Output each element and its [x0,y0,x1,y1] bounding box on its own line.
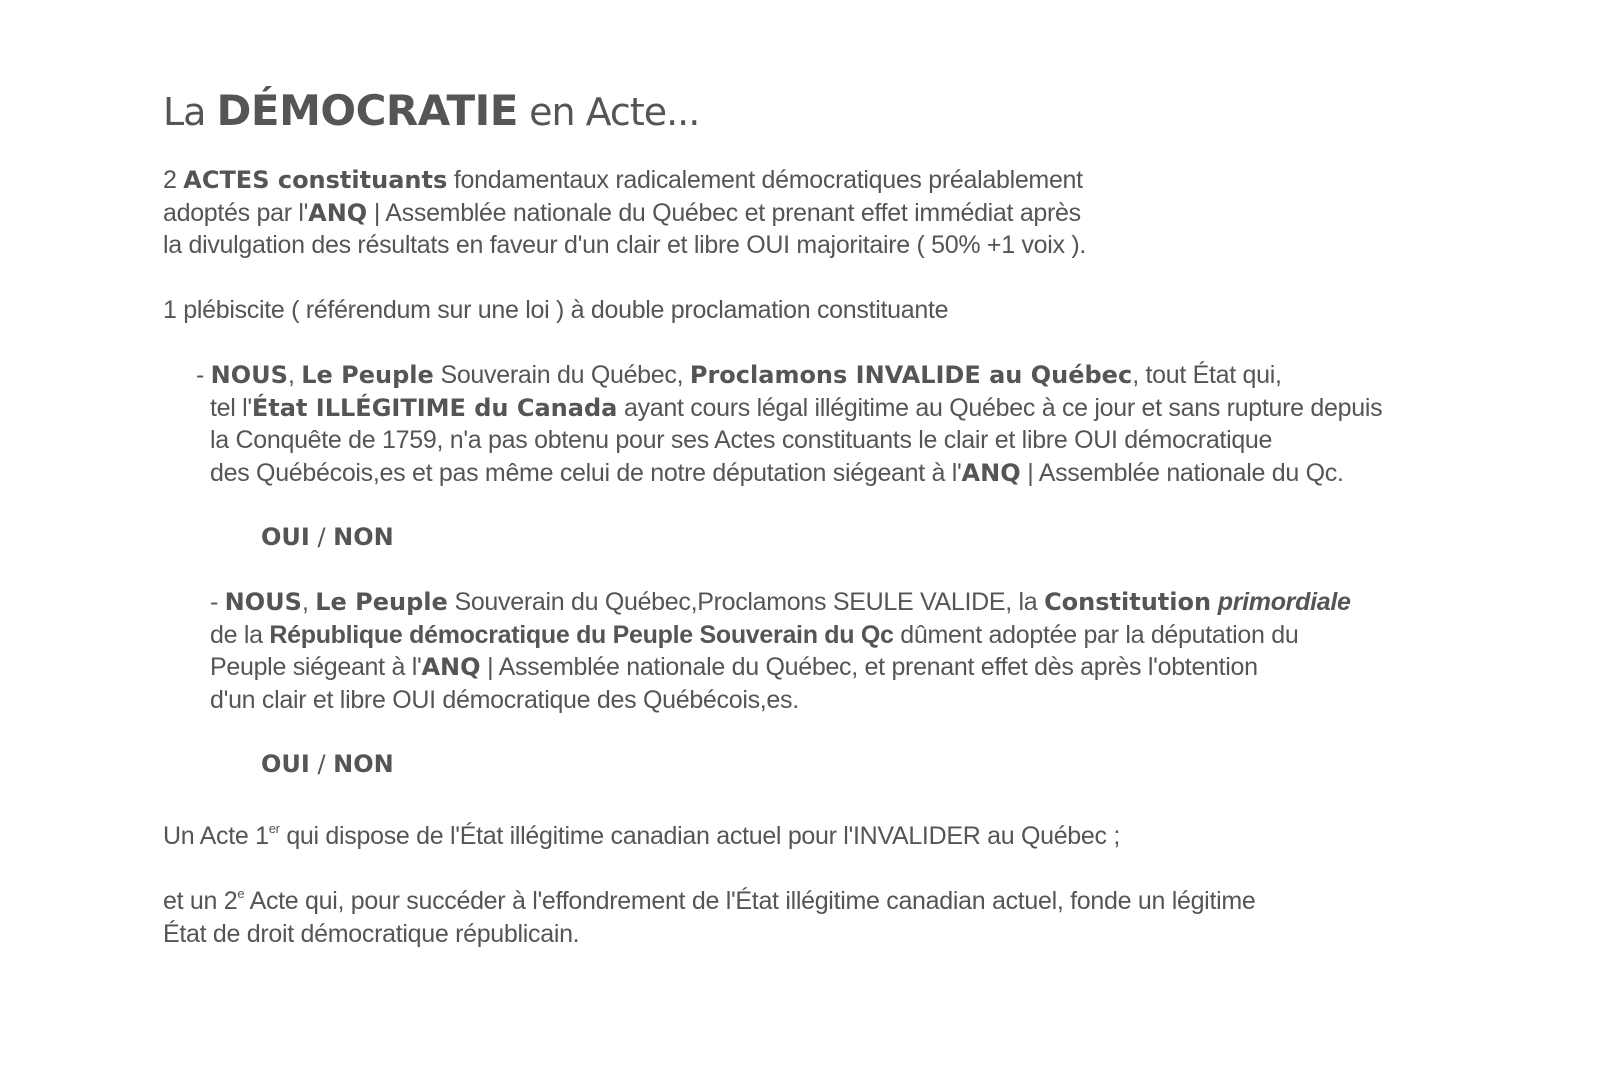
question-2 [210,586,1351,716]
text: et un 2 [163,887,238,915]
text: - [196,361,211,389]
text: / [309,750,334,778]
text: dûment adoptée par la députation du [893,620,1299,649]
bold-text: ANQ [308,198,368,227]
title-emphasis: DÉMOCRATIE [216,86,518,135]
text: tel l' [210,393,252,422]
text: la Conquête de 1759, n'a pas obtenu pour ses Actes constituants le clair et libre OUI démocratique [210,426,1273,454]
bold-text: Proclamons INVALIDE au Québec [689,361,1133,389]
text: , tout État qui, [1132,361,1282,389]
title-prefix: La [163,90,217,134]
question-1 [196,359,1382,489]
text: , [287,361,302,389]
bold-text: Constitution [1044,588,1212,616]
vote-non: NON [333,523,394,551]
bold-text: Le Peuple [301,361,434,389]
vote-options-1 [261,523,394,551]
text: | Assemblée nationale du Qc. [1020,458,1344,487]
vote-oui: OUI [261,523,310,551]
text: Acte qui, pour succéder à l'effondrement de l'État illégitime canadian actuel, fonde un légitime [244,887,1256,915]
superscript: e [237,886,245,901]
bold-text: NOUS [210,361,288,389]
acte-2-paragraph [163,878,1255,950]
bold-text: ANQ [421,653,481,681]
bold-text: ACTES constituants [183,166,448,194]
text: qui dispose de l'État illégitime canadian actuel pour l'INVALIDER au Québec ; [279,822,1121,850]
italic-text: primordiale [1217,588,1351,616]
text: Souverain du Québec, [433,361,690,389]
text [1211,588,1218,616]
bold-text: NOUS [224,588,302,616]
text: adoptés par l' [163,198,309,227]
text: des Québécois,es et pas même celui de notre députation siégeant à l' [210,458,962,487]
text: de la [210,620,270,649]
plebiscite-line [163,294,948,327]
text: , [301,588,316,616]
text: Souverain du Québec,Proclamons SEULE VALIDE, la [447,588,1045,616]
text: - [210,588,225,616]
text: la divulgation des résultats en faveur d'un clair et libre OUI majoritaire ( 50% +1 voix ). [163,231,1087,259]
title-suffix: en Acte... [517,90,700,134]
bold-text: Le Peuple [315,588,448,616]
text: / [309,523,334,551]
text: Un Acte 1 [163,822,269,850]
vote-non: NON [333,750,394,778]
vote-options-2 [261,750,394,778]
superscript: er [268,821,280,836]
text: ayant cours légal illégitime au Québec à ce jour et sans rupture depuis [617,393,1383,422]
page-title [163,86,699,135]
vote-oui: OUI [261,750,310,778]
text: | Assemblée nationale du Québec, et prenant effet dès après l'obtention [480,653,1258,681]
text: | Assemblée nationale du Québec et prenant effet immédiat après [367,198,1081,227]
text: d'un clair et libre OUI démocratique des Québécois,es. [210,685,799,714]
text: Peuple siégeant à l' [210,653,422,681]
text: État de droit démocratique républicain. [163,919,580,948]
text: 2 [163,166,184,194]
bold-text: État ILLÉGITIME du Canada [251,393,618,422]
intro-paragraph [163,164,1086,262]
text: 1 plébiscite ( référendum sur une loi ) à double proclamation constituante [163,296,949,324]
acte-1-line [163,813,1120,853]
bold-text: ANQ [961,458,1021,487]
bold-text: République démocratique du Peuple Souverain du Qc [269,620,894,649]
text: fondamentaux radicalement démocratiques préalablement [447,166,1083,194]
